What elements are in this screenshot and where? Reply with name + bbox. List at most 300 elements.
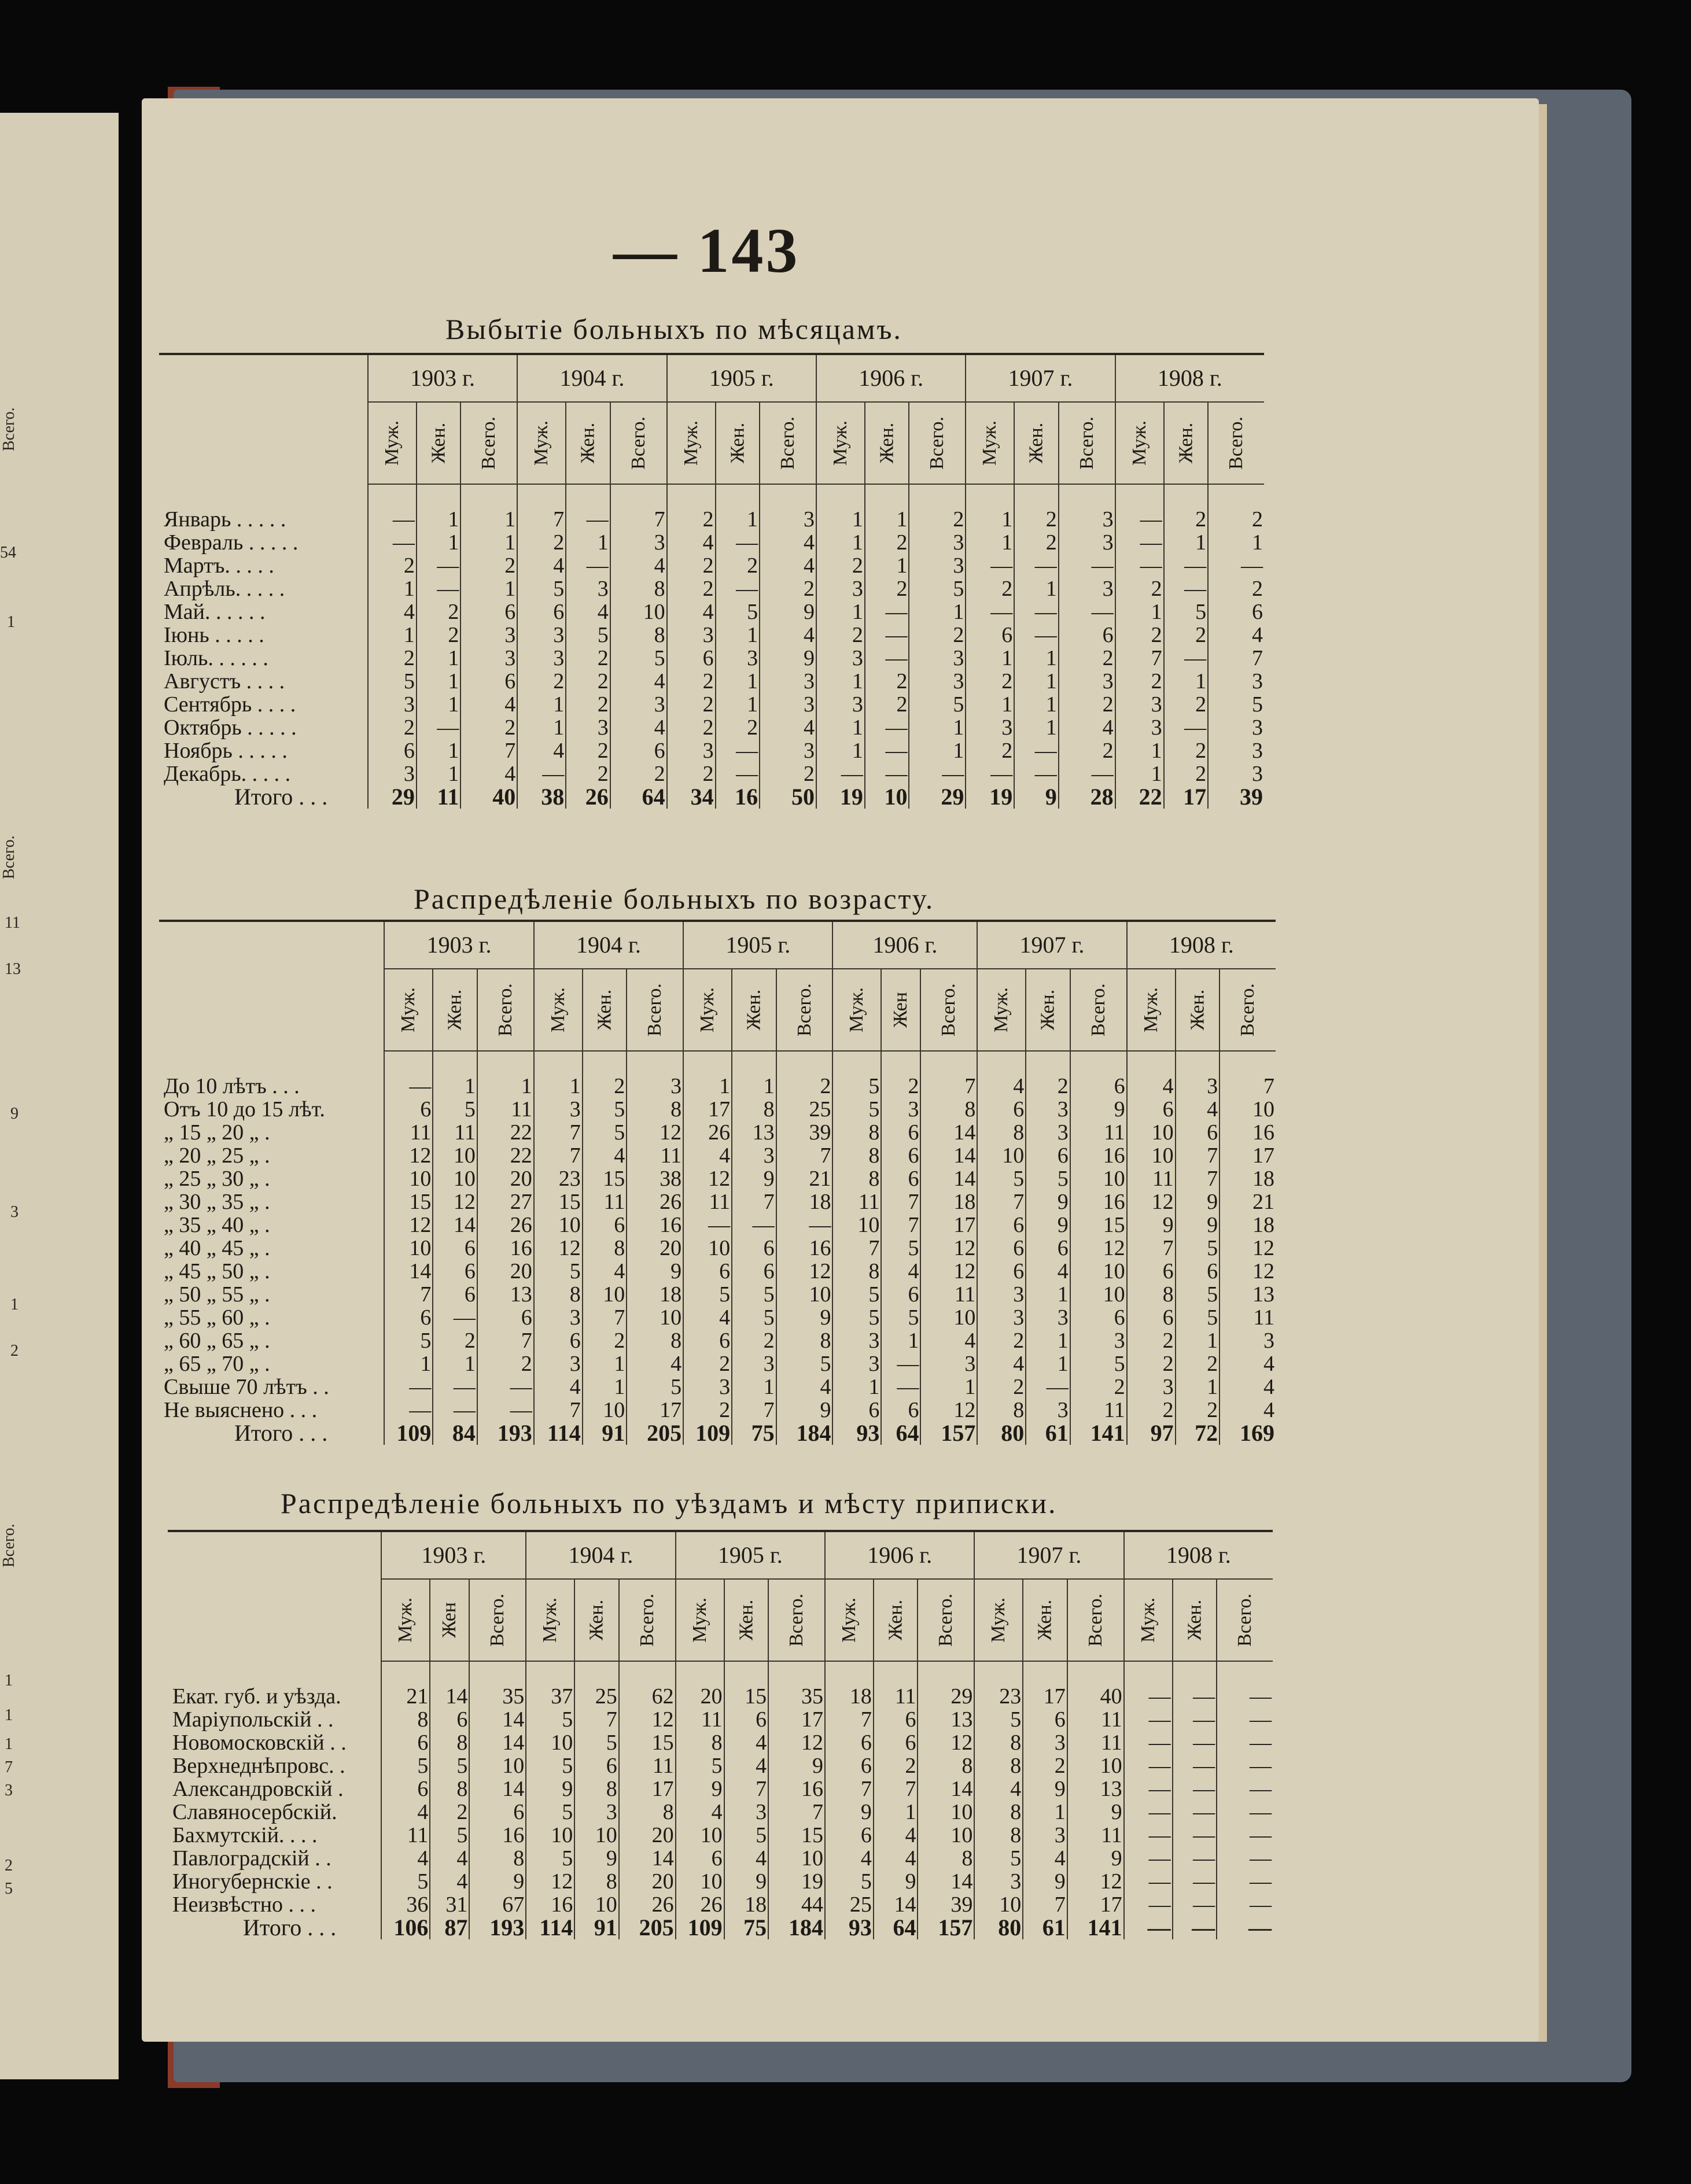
table-cell: 8 (619, 1801, 676, 1824)
table-cell: 4 (724, 1731, 769, 1754)
sex-header (381, 1579, 430, 1661)
table-cell: 4 (430, 1870, 469, 1893)
sex-header (627, 969, 683, 1051)
table-cell: 2 (865, 693, 909, 716)
sex-header (825, 1579, 874, 1661)
table-cell: 4 (610, 670, 667, 693)
sex-header (909, 402, 966, 484)
table-cell: 1 (417, 670, 461, 693)
table-cell: 10 (534, 1213, 583, 1237)
left-margin-header: Всего. (0, 407, 18, 451)
table-cell: 7 (1127, 1237, 1176, 1260)
table-cell: 184 (776, 1422, 833, 1445)
table-row (159, 1399, 1276, 1422)
row-label: Отъ 10 до 15 лѣт. (164, 1097, 325, 1121)
stub-header (159, 354, 368, 484)
table-cell: 6 (881, 1399, 920, 1422)
year-header: 1905 г. (683, 921, 832, 969)
sex-header-label: Всего. (786, 1593, 808, 1647)
table-cell: 1 (368, 624, 417, 647)
table-cell: — (732, 1213, 776, 1237)
table-cell: 19 (966, 785, 1014, 809)
sex-header-label: Жен. (1183, 1599, 1205, 1641)
table-cell: 8 (832, 1121, 881, 1144)
table-cell: 5 (526, 1754, 574, 1777)
table-cell: 2 (966, 577, 1014, 600)
table-cell: 4 (667, 600, 716, 624)
table-cell: 16 (776, 1237, 833, 1260)
sex-header-label: Муж. (381, 420, 403, 466)
sex-header (683, 969, 732, 1051)
table-cell: 2 (1023, 1754, 1067, 1777)
table-cell: 2 (368, 554, 417, 577)
table-cell: 2 (417, 600, 461, 624)
table-cell: 9 (1070, 1098, 1127, 1121)
table-cell: 3 (977, 1306, 1026, 1329)
table-cell: 6 (433, 1237, 477, 1260)
table-cell: — (716, 762, 760, 785)
row-label: Апрѣль. . . . . (164, 577, 285, 601)
table-cell: 16 (716, 785, 760, 809)
table-row (159, 1213, 1276, 1237)
table-cell: 11 (381, 1824, 430, 1847)
table-cell: 9 (1026, 1213, 1070, 1237)
table-cell: 114 (534, 1422, 583, 1445)
table-cell: 3 (909, 647, 966, 670)
table-cell: — (1173, 1708, 1217, 1731)
table-cell: 1 (417, 647, 461, 670)
table-cell: 3 (1208, 739, 1264, 762)
left-margin-value: 11 (5, 914, 20, 932)
table-cell: 4 (610, 716, 667, 739)
table-cell: 3 (832, 1329, 881, 1352)
row-label: Бахмутскій. . . . (172, 1823, 318, 1847)
table-cell: 17 (619, 1777, 676, 1801)
table-cell: 5 (583, 1098, 627, 1121)
table-cell: — (566, 554, 610, 577)
table-cell: 8 (381, 1708, 430, 1731)
table-cell: 8 (920, 1098, 977, 1121)
row-label: Павлоградскій . . (172, 1846, 331, 1871)
sex-header-label: Всего. (1237, 983, 1259, 1036)
table-cell: 2 (865, 670, 909, 693)
left-margin-value: 9 (10, 1105, 19, 1123)
table-cell: — (1217, 1777, 1273, 1801)
table-cell: 184 (768, 1916, 825, 1939)
table-cell: 9 (1176, 1213, 1220, 1237)
table-cell: 12 (627, 1121, 683, 1144)
table-cell: 72 (1176, 1422, 1220, 1445)
table-cell: 97 (1127, 1422, 1176, 1445)
age-table (159, 920, 1276, 1445)
table-cell: 26 (627, 1190, 683, 1213)
table-cell: 1 (1014, 647, 1059, 670)
year-header: 1903 г. (381, 1531, 526, 1579)
table-cell: — (865, 762, 909, 785)
row-label: „ 55 „ 60 „ . (164, 1305, 270, 1330)
sex-header (460, 402, 517, 484)
table-row (159, 1352, 1276, 1375)
table-cell: 2 (517, 670, 566, 693)
table-cell: 29 (918, 1685, 974, 1708)
table-cell: 10 (526, 1824, 574, 1847)
row-label: Мартъ. . . . . (164, 554, 274, 578)
table-cell: 14 (874, 1893, 918, 1916)
table-cell: 8 (974, 1731, 1023, 1754)
table-cell: 10 (1067, 1754, 1124, 1777)
table-cell: — (865, 647, 909, 670)
sex-header-label: Жен (890, 991, 912, 1028)
year-header: 1904 г. (517, 354, 666, 402)
sex-header-label: Муж. (1128, 420, 1150, 466)
table-cell: 14 (469, 1777, 526, 1801)
row-label: До 10 лѣтъ . . . (164, 1074, 300, 1098)
sex-header-label: Жен. (585, 1599, 607, 1641)
table-cell: 3 (966, 716, 1014, 739)
table-cell: 15 (619, 1731, 676, 1754)
table-cell: 3 (816, 693, 865, 716)
table-cell: 4 (920, 1329, 977, 1352)
table-cell: 12 (1220, 1260, 1276, 1283)
sex-header (732, 969, 776, 1051)
table-cell: 2 (667, 716, 716, 739)
table-cell: 50 (760, 785, 816, 809)
table-cell: 10 (974, 1893, 1023, 1916)
row-label: „ 35 „ 40 „ . (164, 1213, 270, 1237)
table-cell: 11 (1127, 1167, 1176, 1190)
table-cell: 7 (1208, 647, 1264, 670)
table-cell: 10 (676, 1870, 724, 1893)
table-cell: 1 (1208, 531, 1264, 554)
table-cell: 15 (768, 1824, 825, 1847)
table-cell: 141 (1067, 1916, 1124, 1939)
table-cell: 6 (368, 739, 417, 762)
table-cell: 20 (619, 1824, 676, 1847)
table-cell: 17 (920, 1213, 977, 1237)
table-row (159, 670, 1264, 693)
table-cell: — (477, 1399, 534, 1422)
table-cell: 5 (1176, 1283, 1220, 1306)
left-margin-value: 13 (5, 960, 21, 978)
table-cell: 4 (760, 624, 816, 647)
table-cell: 5 (732, 1283, 776, 1306)
months-table (159, 353, 1264, 809)
table-cell: 4 (1127, 1075, 1176, 1098)
table-cell: 4 (460, 762, 517, 785)
table-cell: 3 (909, 531, 966, 554)
table-cell: 2 (1176, 1399, 1220, 1422)
table-cell: 6 (825, 1731, 874, 1754)
table-cell: 10 (1220, 1098, 1276, 1121)
table-cell: 3 (534, 1098, 583, 1121)
sex-header (574, 1579, 619, 1661)
district-table (168, 1530, 1273, 1939)
sex-header (966, 402, 1014, 484)
table-row (159, 1283, 1276, 1306)
sex-header-label: Всего. (938, 983, 960, 1036)
table-cell: 16 (1070, 1144, 1127, 1167)
table-cell: 3 (920, 1352, 977, 1375)
sex-header-label: Муж. (846, 987, 868, 1032)
table-cell: — (1217, 1731, 1273, 1754)
table-cell: 1 (1115, 739, 1164, 762)
table-cell: 6 (825, 1824, 874, 1847)
table-cell: 2 (1059, 739, 1115, 762)
sex-header-label: Муж. (829, 420, 851, 466)
table-cell: 10 (1070, 1283, 1127, 1306)
table-cell: 1 (865, 508, 909, 531)
year-header: 1908 г. (1127, 921, 1276, 969)
left-margin-header: Всего. (0, 1523, 18, 1567)
table-cell: 10 (768, 1847, 825, 1870)
table-cell: — (477, 1375, 534, 1399)
table-cell: 64 (881, 1422, 920, 1445)
table-cell: 3 (1208, 716, 1264, 739)
year-header: 1905 г. (676, 1531, 825, 1579)
table-cell: 3 (1208, 670, 1264, 693)
table-cell: 9 (1023, 1870, 1067, 1893)
sex-header-label: Жен. (577, 422, 599, 464)
row-label: „ 60 „ 65 „ . (164, 1329, 270, 1353)
table-cell: 8 (832, 1167, 881, 1190)
table-cell: 4 (1220, 1375, 1276, 1399)
table-cell: 2 (667, 670, 716, 693)
table-cell: — (966, 554, 1014, 577)
row-label: „ 25 „ 30 „ . (164, 1167, 270, 1191)
row-label: Неизвѣстно . . . (172, 1892, 316, 1917)
table-cell: 9 (1026, 1190, 1070, 1213)
table-cell: 14 (469, 1708, 526, 1731)
sex-header (1220, 969, 1276, 1051)
table-row (159, 693, 1264, 716)
table-cell: 7 (724, 1777, 769, 1801)
table-cell: 7 (583, 1306, 627, 1329)
table-cell: — (716, 739, 760, 762)
table-cell: 3 (1176, 1075, 1220, 1098)
sex-header-label: Жен. (1037, 989, 1059, 1031)
sex-header (716, 402, 760, 484)
table-cell: 3 (716, 647, 760, 670)
sex-header-label: Муж. (547, 987, 569, 1032)
table-cell: 3 (627, 1075, 683, 1098)
table-cell: 75 (724, 1916, 769, 1939)
table-cell: 3 (1208, 762, 1264, 785)
table-row (159, 1167, 1276, 1190)
table-cell: 1 (716, 508, 760, 531)
table-cell: — (417, 554, 461, 577)
left-margin-value: 1 (5, 1706, 13, 1724)
table-cell: 4 (1176, 1098, 1220, 1121)
table-cell: 1 (1176, 1375, 1220, 1399)
table-cell: 18 (825, 1685, 874, 1708)
year-header: 1907 г. (974, 1531, 1123, 1579)
year-header-row (159, 354, 1264, 402)
table-cell: 3 (760, 508, 816, 531)
sex-header (619, 1579, 676, 1661)
table-cell: 12 (1127, 1190, 1176, 1213)
table-row (159, 1375, 1276, 1399)
table-cell: 2 (1164, 762, 1209, 785)
table-cell: 4 (517, 554, 566, 577)
table-cell: 38 (627, 1167, 683, 1190)
table-cell: — (1115, 508, 1164, 531)
table-cell: 1 (384, 1352, 433, 1375)
table-row (159, 1144, 1276, 1167)
table-cell: — (683, 1213, 732, 1237)
table-cell: — (1173, 1870, 1217, 1893)
table-cell: 3 (610, 693, 667, 716)
table-cell: 11 (627, 1144, 683, 1167)
table-cell: 61 (1026, 1422, 1070, 1445)
table-cell: 5 (1026, 1167, 1070, 1190)
table-cell: 12 (776, 1260, 833, 1283)
table-cell: 3 (667, 624, 716, 647)
table-cell: 9 (1176, 1190, 1220, 1213)
table-cell: 1 (816, 670, 865, 693)
table-row (159, 624, 1264, 647)
table-cell: 4 (1220, 1352, 1276, 1375)
table-cell: 8 (974, 1801, 1023, 1824)
table-cell: 4 (430, 1847, 469, 1870)
table-cell: 39 (776, 1121, 833, 1144)
table-cell: 6 (966, 624, 1014, 647)
table-cell: 1 (732, 1375, 776, 1399)
table-cell: 5 (368, 670, 417, 693)
table-cell: 141 (1070, 1422, 1127, 1445)
table-cell: — (1217, 1916, 1273, 1939)
sex-header-label: Всего. (1075, 416, 1097, 470)
table-cell: — (1014, 624, 1059, 647)
table-cell: — (1208, 554, 1264, 577)
table-cell: 2 (977, 1375, 1026, 1399)
table-cell: 10 (583, 1283, 627, 1306)
table-cell: 2 (1164, 508, 1209, 531)
table-cell: — (1164, 716, 1209, 739)
table-cell: 87 (430, 1916, 469, 1939)
table-cell: 9 (724, 1870, 769, 1893)
table-cell: 114 (526, 1916, 574, 1939)
sex-header-label: Жен. (735, 1599, 757, 1641)
table-cell: 10 (918, 1801, 974, 1824)
sex-header (974, 1579, 1023, 1661)
table-cell: — (881, 1352, 920, 1375)
year-header: 1906 г. (816, 354, 966, 402)
table-cell: 2 (1059, 647, 1115, 670)
table-cell: 7 (732, 1399, 776, 1422)
table-cell: 4 (610, 554, 667, 577)
sex-header-label: Всего. (1084, 1593, 1106, 1647)
table-cell: 5 (974, 1847, 1023, 1870)
table-row (168, 1708, 1273, 1731)
table-cell: 8 (430, 1777, 469, 1801)
table-cell: 5 (832, 1075, 881, 1098)
table-cell: — (1217, 1685, 1273, 1708)
table-cell: — (1173, 1731, 1217, 1754)
table-cell: 2 (566, 762, 610, 785)
table-cell: — (966, 600, 1014, 624)
table-cell: 14 (430, 1685, 469, 1708)
table-cell: 10 (1070, 1260, 1127, 1283)
table-cell: 1 (1026, 1352, 1070, 1375)
sex-header (1067, 1579, 1124, 1661)
table-cell: 20 (477, 1167, 534, 1190)
table-cell: 1 (909, 739, 966, 762)
table-cell: 18 (1220, 1213, 1276, 1237)
table-cell: 14 (918, 1777, 974, 1801)
sex-header (1127, 969, 1176, 1051)
table-cell: 3 (760, 693, 816, 716)
sex-header (920, 969, 977, 1051)
table-cell: 8 (977, 1121, 1026, 1144)
table-cell: 9 (1067, 1801, 1124, 1824)
table-cell: 1 (966, 693, 1014, 716)
table-cell: 3 (534, 1352, 583, 1375)
table-cell: 8 (469, 1847, 526, 1870)
table-cell: — (881, 1375, 920, 1399)
table-cell: 6 (433, 1260, 477, 1283)
table-cell: — (1124, 1754, 1173, 1777)
table-cell: — (1124, 1916, 1173, 1939)
sex-header (384, 969, 433, 1051)
table-cell: 11 (676, 1708, 724, 1731)
table-cell: 4 (1026, 1260, 1070, 1283)
table-cell: 40 (460, 785, 517, 809)
table-cell: 6 (1208, 600, 1264, 624)
table-cell: 5 (977, 1167, 1026, 1190)
table-cell: 3 (368, 762, 417, 785)
table-cell: 1 (832, 1375, 881, 1399)
table-cell: 5 (627, 1375, 683, 1399)
table-cell: 1 (433, 1075, 477, 1098)
sex-header (874, 1579, 918, 1661)
table-cell: 17 (768, 1708, 825, 1731)
table-cell: 7 (732, 1190, 776, 1213)
table-cell: 5 (909, 693, 966, 716)
table-cell: — (1124, 1847, 1173, 1870)
table-cell: 1 (477, 1075, 534, 1098)
table-cell: 2 (1208, 508, 1264, 531)
table-cell: 23 (534, 1167, 583, 1190)
table-cell: 5 (832, 1098, 881, 1121)
table-cell: 11 (1067, 1824, 1124, 1847)
spacer-row (159, 484, 1264, 508)
table-row (159, 762, 1264, 785)
table-cell: — (1124, 1708, 1173, 1731)
table-row (159, 1121, 1276, 1144)
year-header: 1904 г. (526, 1531, 675, 1579)
table-cell: 3 (610, 531, 667, 554)
table-cell: 8 (974, 1754, 1023, 1777)
table-cell: 3 (460, 647, 517, 670)
sex-header (776, 969, 833, 1051)
table-cell: 1 (716, 624, 760, 647)
table-cell: — (1115, 554, 1164, 577)
table-cell: 2 (1115, 624, 1164, 647)
table-cell: 3 (1070, 1329, 1127, 1352)
table-cell: 7 (874, 1777, 918, 1801)
table-cell: 15 (1070, 1213, 1127, 1237)
table-cell: 5 (566, 624, 610, 647)
sex-header (865, 402, 909, 484)
year-header: 1907 г. (977, 921, 1126, 969)
table-cell: 13 (1220, 1283, 1276, 1306)
table-cell: 9 (760, 600, 816, 624)
sex-header-label: Жен (439, 1602, 460, 1639)
table-cell: 27 (477, 1190, 534, 1213)
table-row (159, 600, 1264, 624)
table-cell: 38 (517, 785, 566, 809)
table-cell: 2 (667, 554, 716, 577)
